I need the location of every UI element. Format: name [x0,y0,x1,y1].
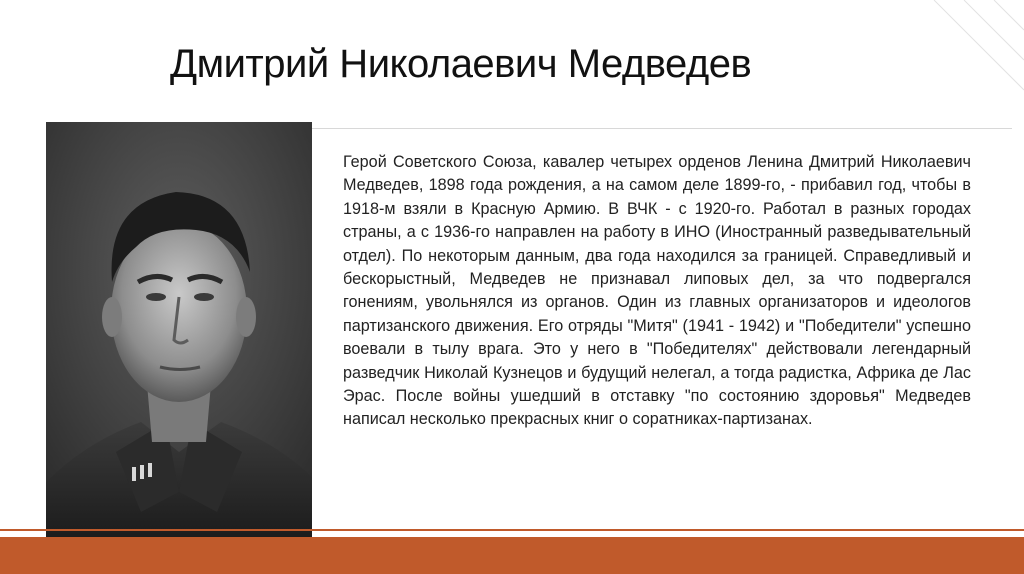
portrait-photo [46,122,312,546]
footer-accent-bar [0,537,1024,574]
biography-text: Герой Советского Союза, кавалер четырех орденов Ленина Дмитрий Николаевич Медведев, 1898 года рождения, а на самом деле 1899-го, - прибавил год, чтобы в 1918-м взяли в Красную Армию. В ВЧК - с 1920-го. Работал в разных городах страны, а с 1936-го направлен на работу в ИНО (Иностранный разведывательный отдел). По некоторым данным, два года находился за границей. Справедливый и бескорыстный, Медведев не признавал липовых дел, за что подвергался гонениям, увольнялся из органов. Один из главных организаторов и идеологов партизанского движения. Его отряды "Митя" (1941 - 1942) и "Победители" успешно воевали в тылу врага. Это у него в "Победителях" действовали легендарный разведчик Николай Кузнецов и будущий нелегал, а тогда радистка, Африка де Лас Эрас. После войны ушедший в отставку "по состоянию здоровья" Медведев написал несколько прекрасных книг о соратниках-партизанах. [343,153,971,429]
decorative-corner-lines [904,0,1024,120]
divider [312,128,1012,129]
footer-accent-line [0,529,1024,531]
slide-title: Дмитрий Николаевич Медведев [170,42,752,86]
